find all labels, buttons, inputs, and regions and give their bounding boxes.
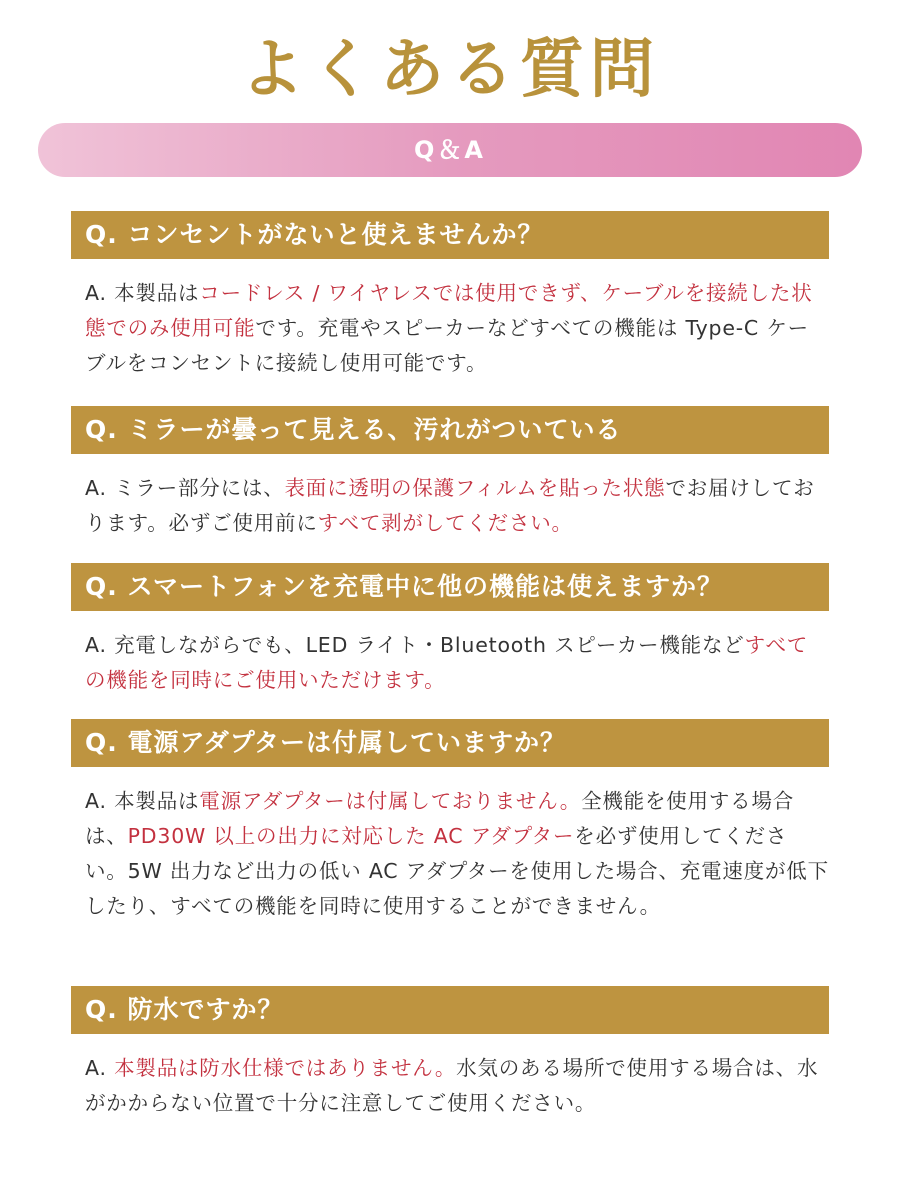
answer-highlight: 本製品は防水仕様ではありません。 [114, 1056, 457, 1080]
answer-highlight: コードレス / ワイヤレスでは使用できず、ケーブルを接続した状態でのみ使用可能 [85, 281, 813, 340]
qa-banner [38, 123, 862, 177]
answer-text [71, 1034, 829, 1121]
faq-item [71, 211, 829, 381]
answer-text [71, 611, 829, 698]
page-title: よくある質問 [240, 33, 660, 107]
question-heading: Q. 電源アダプターは付属していますか？ [71, 719, 829, 767]
answer-segment: を必ず使用してください。5W 出力など出力の低い AC アダプターを使用した場合、充電速度が低下したり、すべての機能を同時に使用することができません。 [85, 824, 829, 918]
answer-segment: でお届けしております。必ずご使用前に [85, 476, 815, 535]
answer-text [71, 259, 829, 381]
question-heading: Q. スマートフォンを充電中に他の機能は使えますか？ [71, 563, 829, 611]
answer-highlight: PD30W 以上の出力に対応した AC アダプター [127, 824, 575, 848]
question-heading: Q. 防水ですか？ [71, 986, 829, 1034]
answer-segment: です。充電やスピーカーなどすべての機能は Type-C ケーブルをコンセントに接続し使用可能です。 [85, 316, 809, 375]
answer-segment: A. 充電しながらでも、LED ライト・Bluetooth スピーカー機能など [85, 633, 745, 657]
question-heading: Q. コンセントがないと使えませんか？ [71, 211, 829, 259]
answer-segment: A. [85, 1056, 115, 1080]
answer-segment: A. ミラー部分には、 [85, 476, 285, 500]
answer-text [71, 767, 829, 924]
qa-banner-label: Q＆A [414, 136, 486, 164]
answer-highlight: すべての機能を同時にご使用いただけます。 [85, 633, 809, 692]
answer-segment: A. 本製品は [85, 789, 200, 813]
faq-item [71, 406, 829, 541]
answer-highlight: 電源アダプターは付属しておりません。 [199, 789, 582, 813]
answer-highlight: 表面に透明の保護フィルムを貼った状態 [284, 476, 666, 500]
answer-segment: 水気のある場所で使用する場合は、水がかからない位置で十分に注意してご使用ください。 [85, 1056, 819, 1115]
answer-text [71, 454, 829, 541]
answer-segment: 全機能を使用する場合は、 [85, 789, 795, 848]
faq-item [71, 563, 829, 698]
faq-item [71, 986, 829, 1121]
answer-highlight: すべて剥がしてください。 [317, 511, 573, 535]
answer-segment: A. 本製品は [85, 281, 200, 305]
faq-item [71, 719, 829, 924]
question-heading: Q. ミラーが曇って見える、汚れがついている [71, 406, 829, 454]
